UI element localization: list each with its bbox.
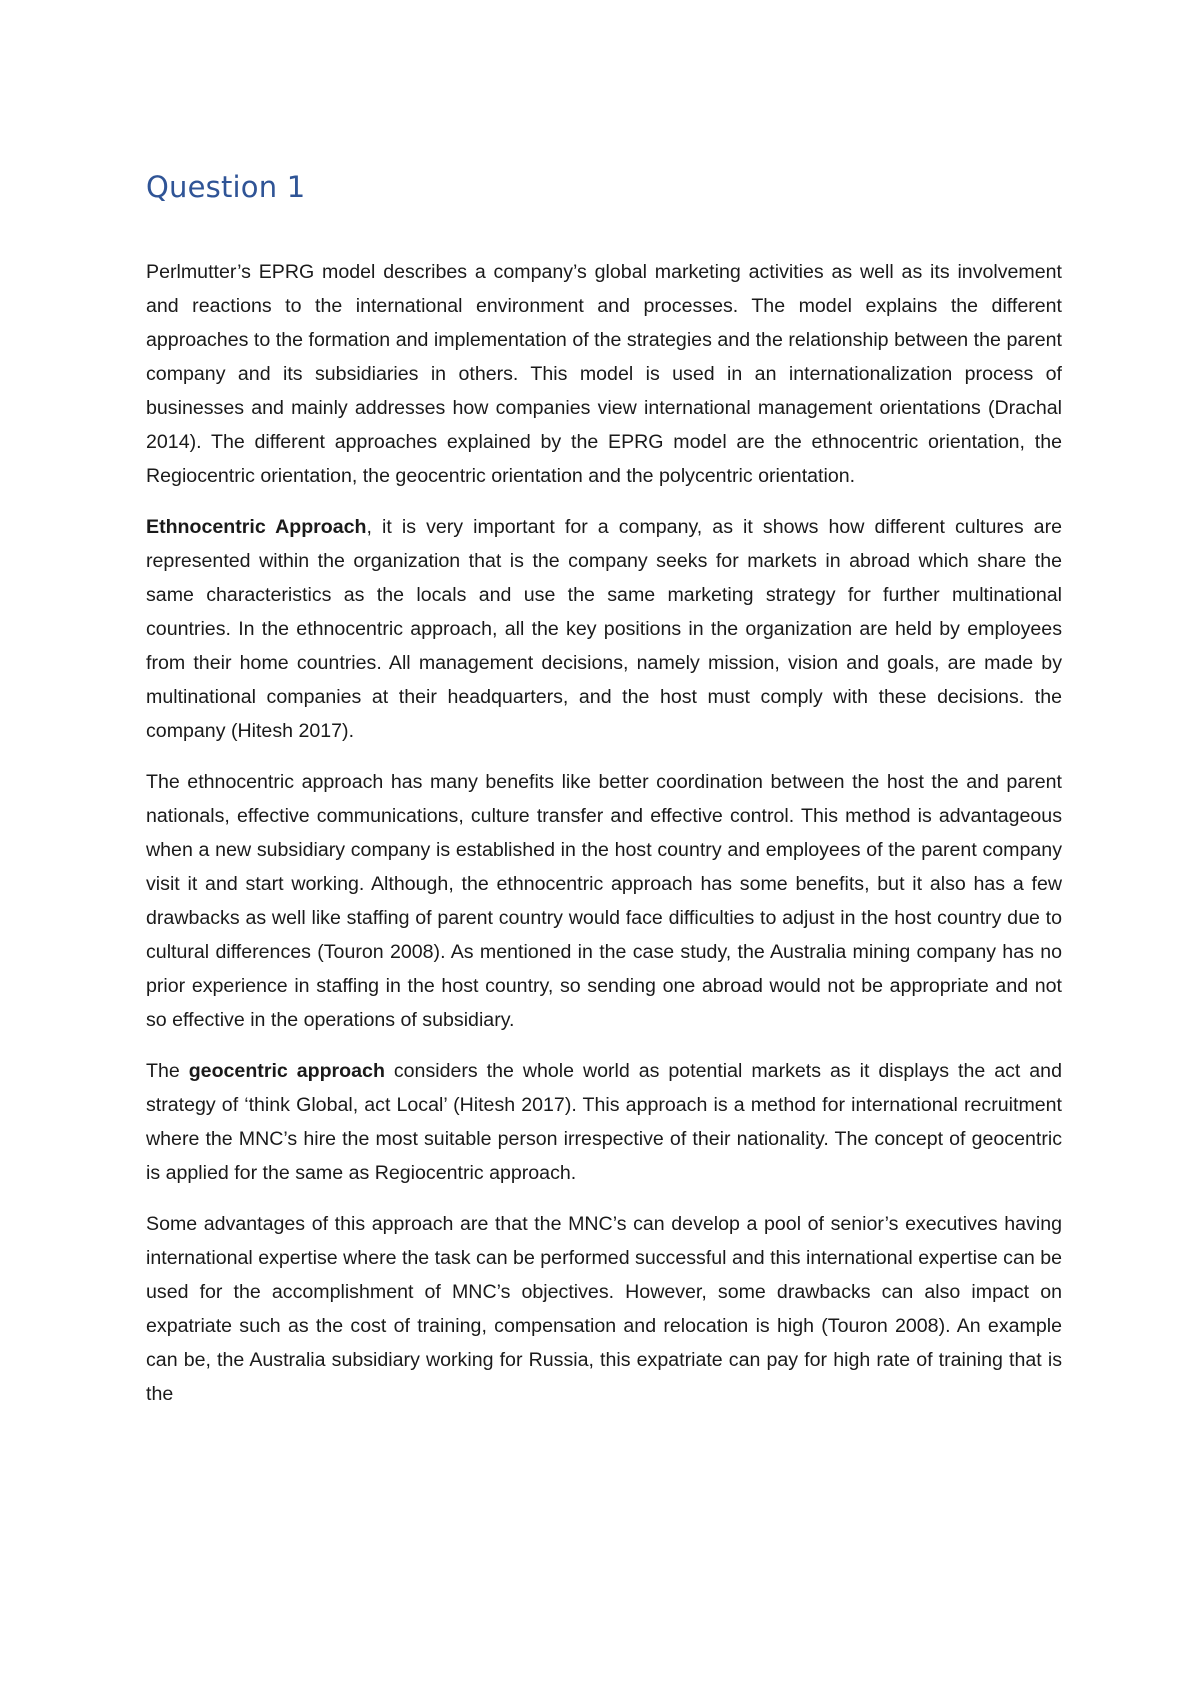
paragraph-geocentric-approach — [146, 1054, 1062, 1190]
paragraph-geocentric-advantages — [146, 1207, 1062, 1411]
paragraph-text: considers the whole world as potential markets as it displays the act and strategy of ‘think Global, act Local’ (Hitesh 2017). This approach is a method for international recruitment where the MNC’s hire the most suitable person irrespective of their nationality. The concept of geocentric is applied for the same as Regiocentric approach. — [146, 1060, 1062, 1184]
paragraph-eprg-model — [146, 255, 1062, 493]
paragraph-text: Perlmutter’s EPRG model describes a company’s global marketing activities as well as its involvement and reactions to the international environment and processes. The model explains the different approaches to the formation and implementation of the strategies and the relationship between the parent company and its subsidiaries in others. This model is used in an internationalization process of businesses and mainly addresses how companies view international management orientations (Drachal 2014). The different approaches explained by the EPRG model are the ethnocentric orientation, the Regiocentric orientation, the geocentric orientation and the polycentric orientation. — [146, 261, 1062, 487]
paragraph-text: , it is very important for a company, as it shows how different cultures are represented within the organization that is the company seeks for markets in abroad which share the same characteristics as the locals and use the same marketing strategy for further multinational countries. In the ethnocentric approach, all the key positions in the organization are held by employees from their home countries. All management decisions, namely mission, vision and goals, are made by multinational companies at their headquarters, and the host must comply with these decisions. the company (Hitesh 2017). — [146, 516, 1062, 742]
paragraph-text: The ethnocentric approach has many benefits like better coordination between the host the and parent nationals, effective communications, culture transfer and effective control. This method is advantageous when a new subsidiary company is established in the host country and employees of the parent company visit it and start working. Although, the ethnocentric approach has some benefits, but it also has a few drawbacks as well like staffing of parent country would face difficulties to adjust in the host country due to cultural differences (Touron 2008). As mentioned in the case study, the Australia mining company has no prior experience in staffing in the host country, so sending one abroad would not be appropriate and not so effective in the operations of subsidiary. — [146, 771, 1062, 1031]
bold-term-ethnocentric-approach: Ethnocentric Approach — [146, 516, 367, 538]
paragraph-ethnocentric-approach — [146, 510, 1062, 748]
question-heading: Question 1 — [146, 170, 306, 204]
paragraph-ethnocentric-benefits — [146, 765, 1062, 1037]
paragraph-text: Some advantages of this approach are that the MNC’s can develop a pool of senior’s executives having international expertise where the task can be performed successful and this international expertise can be used for the accomplishment of MNC’s objectives. However, some drawbacks can also impact on expatriate such as the cost of training, compensation and relocation is high (Touron 2008). An example can be, the Australia subsidiary working for Russia, this expatriate can pay for high rate of training that is the — [146, 1213, 1062, 1405]
bold-term-geocentric-approach: geocentric approach — [188, 1060, 385, 1082]
document-body — [146, 255, 1062, 1428]
paragraph-lead-text: The — [146, 1060, 189, 1082]
